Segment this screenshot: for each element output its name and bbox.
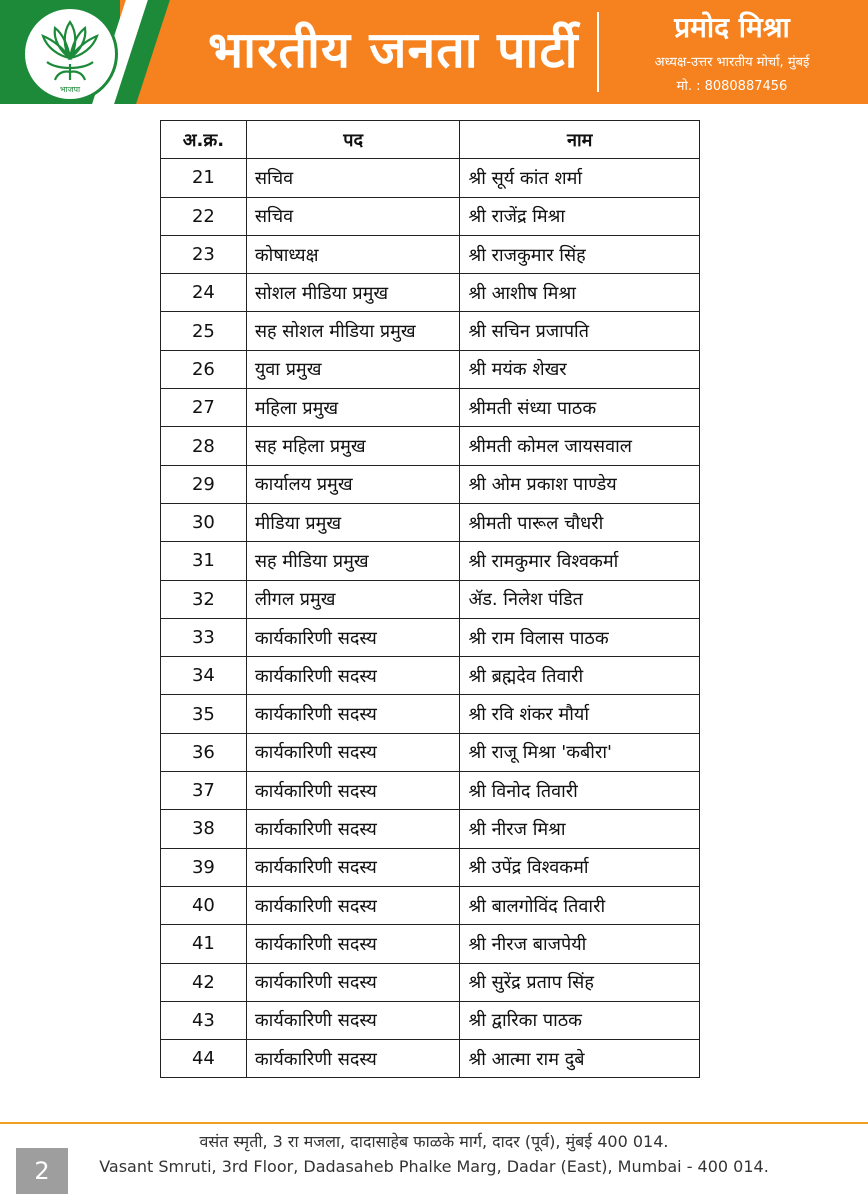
address-english: Vasant Smruti, 3rd Floor, Dadasaheb Phalke Marg, Dadar (East), Mumbai - 400 014. — [99, 1157, 769, 1176]
table-row — [161, 197, 700, 235]
header-name: नाम — [460, 121, 700, 159]
serial-number-cell: 31 — [161, 542, 247, 580]
post-cell: कार्यकारिणी सदस्य — [246, 810, 460, 848]
name-cell: श्रीमती कोमल जायसवाल — [460, 427, 700, 465]
serial-number-cell: 40 — [161, 886, 247, 924]
table-row — [161, 465, 700, 503]
name-cell: श्रीमती पारूल चौधरी — [460, 503, 700, 541]
name-cell: श्री उपेंद्र विश्वकर्मा — [460, 848, 700, 886]
post-cell: महिला प्रमुख — [246, 389, 460, 427]
post-cell: मीडिया प्रमुख — [246, 503, 460, 541]
post-cell: कार्यकारिणी सदस्य — [246, 1001, 460, 1039]
table-row — [161, 695, 700, 733]
name-cell: श्री ब्रह्मदेव तिवारी — [460, 657, 700, 695]
serial-number-cell: 43 — [161, 1001, 247, 1039]
name-cell: श्री मयंक शेखर — [460, 350, 700, 388]
post-cell: कार्यकारिणी सदस्य — [246, 886, 460, 924]
serial-number-cell: 28 — [161, 427, 247, 465]
header-serial-number: अ.क्र. — [161, 121, 247, 159]
name-cell: श्री राजेंद्र मिश्रा — [460, 197, 700, 235]
post-cell: सचिव — [246, 197, 460, 235]
post-cell: लीगल प्रमुख — [246, 580, 460, 618]
table-row — [161, 542, 700, 580]
party-name: भारतीय जनता पार्टी — [208, 20, 579, 79]
name-cell: श्री आशीष मिश्रा — [460, 274, 700, 312]
serial-number-cell: 44 — [161, 1040, 247, 1078]
table-row — [161, 503, 700, 541]
table-row — [161, 657, 700, 695]
name-cell: श्री सुरेंद्र प्रताप सिंह — [460, 963, 700, 1001]
name-cell: श्री राजकुमार सिंह — [460, 235, 700, 273]
post-cell: कार्यकारिणी सदस्य — [246, 618, 460, 656]
post-cell: कार्यकारिणी सदस्य — [246, 925, 460, 963]
table-row — [161, 810, 700, 848]
address-hindi: वसंत स्मृती, 3 रा मजला, दादासाहेब फाळके मार्ग, दादर (पूर्व), मुंबई 400 014. — [199, 1132, 669, 1151]
serial-number-cell: 22 — [161, 197, 247, 235]
post-cell: कार्यकारिणी सदस्य — [246, 963, 460, 1001]
table-row — [161, 733, 700, 771]
name-cell: श्री रवि शंकर मौर्या — [460, 695, 700, 733]
name-cell: श्री ओम प्रकाश पाण्डेय — [460, 465, 700, 503]
table-row — [161, 312, 700, 350]
post-cell: सह सोशल मीडिया प्रमुख — [246, 312, 460, 350]
logo-caption: भाजपा — [59, 85, 81, 94]
post-cell: सह मीडिया प्रमुख — [246, 542, 460, 580]
post-cell: कार्यकारिणी सदस्य — [246, 657, 460, 695]
table-row — [161, 389, 700, 427]
serial-number-cell: 24 — [161, 274, 247, 312]
table-row — [161, 235, 700, 273]
post-cell: कार्यकारिणी सदस्य — [246, 733, 460, 771]
footer-divider — [0, 1122, 868, 1124]
serial-number-cell: 36 — [161, 733, 247, 771]
serial-number-cell: 39 — [161, 848, 247, 886]
table-row — [161, 427, 700, 465]
leader-name: प्रमोद मिश्रा — [674, 11, 790, 44]
serial-number-cell: 23 — [161, 235, 247, 273]
post-cell: कार्यालय प्रमुख — [246, 465, 460, 503]
table-row — [161, 618, 700, 656]
bjp-lotus-logo — [22, 6, 118, 102]
name-cell: श्री नीरज बाजपेयी — [460, 925, 700, 963]
name-cell: श्री द्वारिका पाठक — [460, 1001, 700, 1039]
serial-number-cell: 41 — [161, 925, 247, 963]
name-cell: श्रीमती संध्या पाठक — [460, 389, 700, 427]
name-cell: श्री विनोद तिवारी — [460, 772, 700, 810]
post-cell: कार्यकारिणी सदस्य — [246, 695, 460, 733]
post-cell: सचिव — [246, 159, 460, 197]
table-row — [161, 886, 700, 924]
serial-number-cell: 42 — [161, 963, 247, 1001]
name-cell: श्री सूर्य कांत शर्मा — [460, 159, 700, 197]
name-cell: श्री नीरज मिश्रा — [460, 810, 700, 848]
table-row — [161, 350, 700, 388]
post-cell: कार्यकारिणी सदस्य — [246, 1040, 460, 1078]
table-row — [161, 580, 700, 618]
page-number: 2 — [16, 1148, 68, 1194]
post-cell: सोशल मीडिया प्रमुख — [246, 274, 460, 312]
serial-number-cell: 32 — [161, 580, 247, 618]
name-cell: ॲड. निलेश पंडित — [460, 580, 700, 618]
office-bearers-table — [160, 120, 700, 1078]
serial-number-cell: 34 — [161, 657, 247, 695]
serial-number-cell: 33 — [161, 618, 247, 656]
post-cell: कार्यकारिणी सदस्य — [246, 772, 460, 810]
header-post: पद — [246, 121, 460, 159]
table-row — [161, 1001, 700, 1039]
serial-number-cell: 21 — [161, 159, 247, 197]
serial-number-cell: 38 — [161, 810, 247, 848]
serial-number-cell: 29 — [161, 465, 247, 503]
header-divider — [597, 12, 599, 92]
name-cell: श्री आत्मा राम दुबे — [460, 1040, 700, 1078]
post-cell: कोषाध्यक्ष — [246, 235, 460, 273]
post-cell: युवा प्रमुख — [246, 350, 460, 388]
lotus-icon — [35, 14, 105, 94]
name-cell: श्री सचिन प्रजापति — [460, 312, 700, 350]
table-row — [161, 848, 700, 886]
table-row — [161, 1040, 700, 1078]
serial-number-cell: 35 — [161, 695, 247, 733]
letterhead-header — [0, 0, 868, 104]
name-cell: श्री रामकुमार विश्वकर्मा — [460, 542, 700, 580]
serial-number-cell: 37 — [161, 772, 247, 810]
table-row — [161, 772, 700, 810]
serial-number-cell: 26 — [161, 350, 247, 388]
name-cell: श्री राम विलास पाठक — [460, 618, 700, 656]
table-row — [161, 963, 700, 1001]
serial-number-cell: 30 — [161, 503, 247, 541]
name-cell: श्री बालगोविंद तिवारी — [460, 886, 700, 924]
post-cell: कार्यकारिणी सदस्य — [246, 848, 460, 886]
serial-number-cell: 25 — [161, 312, 247, 350]
table-header-row — [161, 121, 700, 159]
post-cell: सह महिला प्रमुख — [246, 427, 460, 465]
serial-number-cell: 27 — [161, 389, 247, 427]
leader-role: अध्यक्ष-उत्तर भारतीय मोर्चा, मुंबई — [654, 55, 810, 70]
table-body — [161, 159, 700, 1078]
leader-mobile: मो. : 8080887456 — [676, 79, 788, 94]
table-row — [161, 925, 700, 963]
table-row — [161, 159, 700, 197]
name-cell: श्री राजू मिश्रा 'कबीरा' — [460, 733, 700, 771]
table-row — [161, 274, 700, 312]
